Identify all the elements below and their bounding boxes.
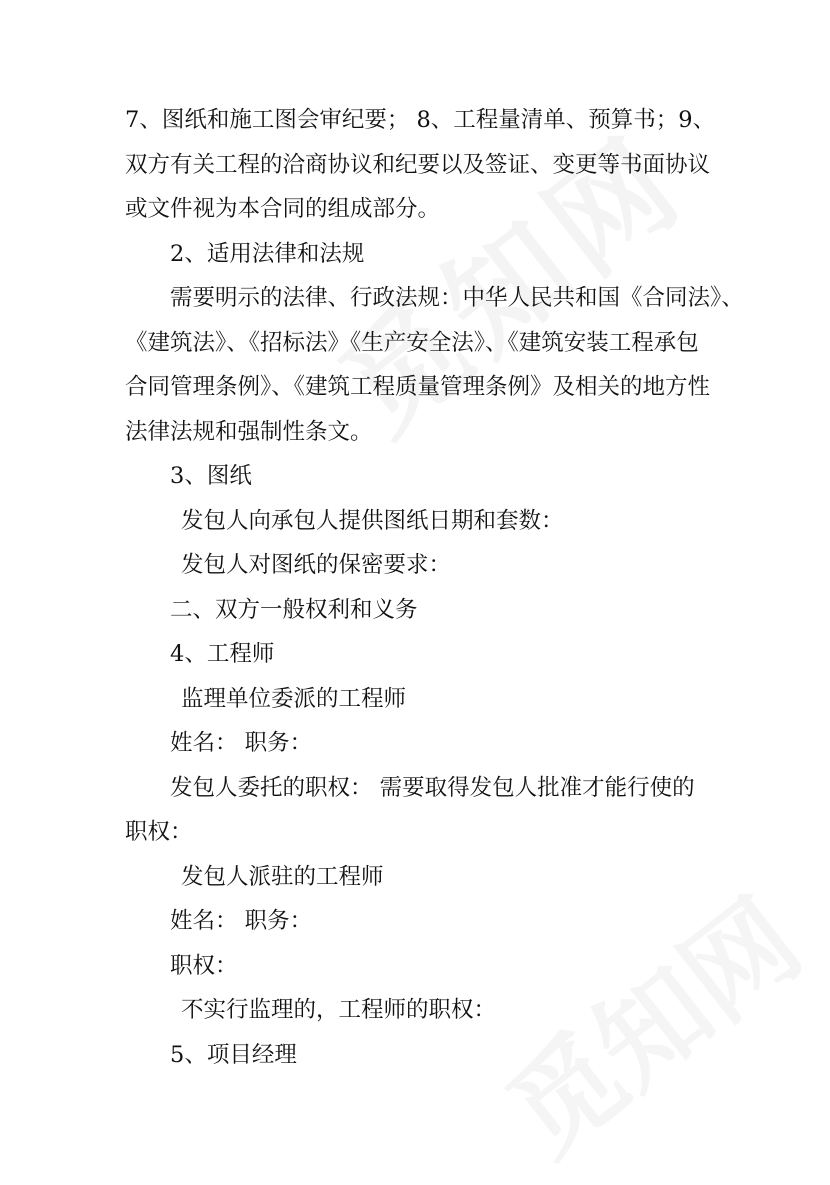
document-body (125, 98, 744, 1077)
text-line-17: 职权： (125, 819, 193, 845)
section-heading-applicable-law: 2、适用法律和法规 (170, 240, 365, 267)
text-line-11: 发包人对图纸的保密要求： (181, 552, 452, 578)
text-line-1: 7、图纸和施工图会审纪要； 8、工程量清单、预算书；9、 (125, 107, 716, 133)
text-line-14: 监理单位委派的工程师 (181, 685, 407, 712)
text-line-21: 不实行监理的，工程师的职权： (181, 997, 497, 1023)
chapter-heading-rights-obligations: 二、双方一般权利和义务 (170, 596, 418, 623)
text-line-19: 姓名： 职务： (170, 908, 313, 934)
text-line-2: 双方有关工程的洽商协议和纪要以及签证、变更等书面协议 (125, 151, 711, 178)
text-line-8: 法律法规和强制性条文。 (125, 418, 373, 445)
text-line-16: 发包人委托的职权： 需要取得发包人批准才能行使的 (170, 774, 695, 801)
text-line-5: 需要明示的法律、行政法规：中华人民共和国《合同法》、 (170, 285, 744, 311)
text-line-3: 或文件视为本合同的组成部分。 (125, 196, 441, 222)
text-line-10: 发包人向承包人提供图纸日期和套数： (181, 507, 564, 534)
text-line-7: 合同管理条例》、《建筑工程质量管理条例》及相关的地方性 (125, 374, 711, 400)
text-line-15: 姓名： 职务： (170, 730, 313, 756)
text-line-18: 发包人派驻的工程师 (181, 863, 384, 890)
section-heading-project-manager: 5、项目经理 (170, 1041, 297, 1068)
section-heading-drawings: 3、图纸 (170, 463, 252, 489)
text-line-6: 《建筑法》、《招标法》《生产安全法》、《建筑安装工程承包 (125, 329, 699, 356)
section-heading-engineer: 4、工程师 (170, 641, 275, 667)
text-line-20: 职权： (170, 952, 238, 979)
